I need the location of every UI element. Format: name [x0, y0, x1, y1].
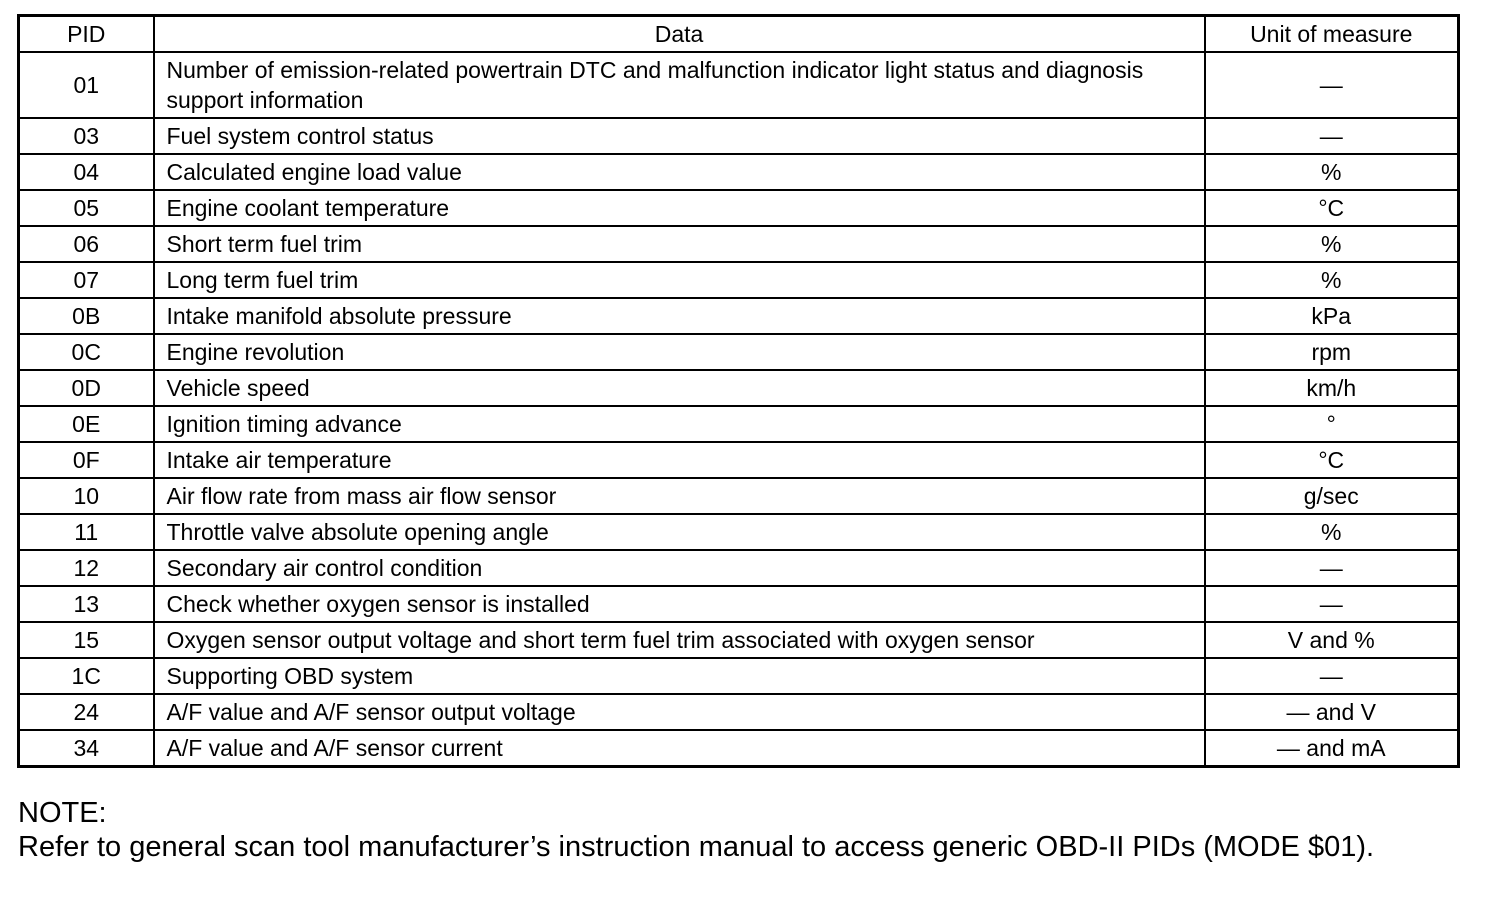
- unit-cell: V and %: [1205, 622, 1459, 658]
- pid-cell: 11: [19, 514, 154, 550]
- unit-cell: %: [1205, 262, 1459, 298]
- pid-cell: 34: [19, 730, 154, 767]
- header-data: Data: [154, 16, 1205, 53]
- pid-cell: 06: [19, 226, 154, 262]
- pid-cell: 12: [19, 550, 154, 586]
- data-cell: Vehicle speed: [154, 370, 1205, 406]
- data-cell: Ignition timing advance: [154, 406, 1205, 442]
- table-row: [19, 550, 1459, 586]
- table-row: [19, 52, 1459, 118]
- table-row: [19, 730, 1459, 767]
- data-cell: Throttle valve absolute opening angle: [154, 514, 1205, 550]
- table-row: [19, 514, 1459, 550]
- data-cell: Engine coolant temperature: [154, 190, 1205, 226]
- unit-cell: km/h: [1205, 370, 1459, 406]
- table-row: [19, 190, 1459, 226]
- table-row: [19, 370, 1459, 406]
- pid-cell: 04: [19, 154, 154, 190]
- table-row: [19, 262, 1459, 298]
- table-row: [19, 658, 1459, 694]
- table-row: [19, 622, 1459, 658]
- table-row: [19, 478, 1459, 514]
- table-row: [19, 226, 1459, 262]
- table-row: [19, 442, 1459, 478]
- pid-cell: 0F: [19, 442, 154, 478]
- unit-cell: %: [1205, 514, 1459, 550]
- table-row: [19, 586, 1459, 622]
- unit-cell: —: [1205, 550, 1459, 586]
- unit-cell: —: [1205, 658, 1459, 694]
- unit-cell: — and V: [1205, 694, 1459, 730]
- data-cell: Air flow rate from mass air flow sensor: [154, 478, 1205, 514]
- pid-cell: 01: [19, 52, 154, 118]
- unit-cell: —: [1205, 118, 1459, 154]
- data-cell: Calculated engine load value: [154, 154, 1205, 190]
- pid-cell: 13: [19, 586, 154, 622]
- unit-cell: kPa: [1205, 298, 1459, 334]
- header-unit: Unit of measure: [1205, 16, 1459, 53]
- unit-cell: %: [1205, 154, 1459, 190]
- pid-cell: 15: [19, 622, 154, 658]
- note: [18, 796, 1374, 864]
- unit-cell: °: [1205, 406, 1459, 442]
- data-cell: A/F value and A/F sensor output voltage: [154, 694, 1205, 730]
- table-row: [19, 406, 1459, 442]
- unit-cell: °C: [1205, 190, 1459, 226]
- pid-cell: 0E: [19, 406, 154, 442]
- data-cell: Fuel system control status: [154, 118, 1205, 154]
- note-text: Refer to general scan tool manufacturer’s instruction manual to access generic OBD-II PIDs (MODE $01).: [18, 831, 1375, 863]
- pid-cell: 1C: [19, 658, 154, 694]
- data-cell: Intake air temperature: [154, 442, 1205, 478]
- unit-cell: — and mA: [1205, 730, 1459, 767]
- pid-cell: 0D: [19, 370, 154, 406]
- pid-table: [17, 14, 1460, 768]
- pid-cell: 0C: [19, 334, 154, 370]
- data-cell: Oxygen sensor output voltage and short term fuel trim associated with oxygen sensor: [154, 622, 1205, 658]
- unit-cell: —: [1205, 586, 1459, 622]
- unit-cell: —: [1205, 52, 1459, 118]
- unit-cell: rpm: [1205, 334, 1459, 370]
- pid-cell: 07: [19, 262, 154, 298]
- data-cell: Supporting OBD system: [154, 658, 1205, 694]
- data-cell: Engine revolution: [154, 334, 1205, 370]
- note-title: NOTE:: [18, 797, 107, 829]
- data-cell: Intake manifold absolute pressure: [154, 298, 1205, 334]
- table-row: [19, 118, 1459, 154]
- table-row: [19, 298, 1459, 334]
- data-cell: Check whether oxygen sensor is installed: [154, 586, 1205, 622]
- table-row: [19, 334, 1459, 370]
- data-cell: A/F value and A/F sensor current: [154, 730, 1205, 767]
- table-body: [19, 52, 1459, 767]
- pid-cell: 0B: [19, 298, 154, 334]
- table-row: [19, 154, 1459, 190]
- unit-cell: g/sec: [1205, 478, 1459, 514]
- table-header-row: [19, 16, 1459, 53]
- pid-cell: 03: [19, 118, 154, 154]
- unit-cell: °C: [1205, 442, 1459, 478]
- data-cell: Short term fuel trim: [154, 226, 1205, 262]
- data-cell: Secondary air control condition: [154, 550, 1205, 586]
- pid-cell: 05: [19, 190, 154, 226]
- data-cell: Number of emission-related powertrain DTC and malfunction indicator light status and diagnosis support information: [154, 52, 1205, 118]
- header-pid: PID: [19, 16, 154, 53]
- unit-cell: %: [1205, 226, 1459, 262]
- data-cell: Long term fuel trim: [154, 262, 1205, 298]
- pid-cell: 10: [19, 478, 154, 514]
- table-row: [19, 694, 1459, 730]
- pid-cell: 24: [19, 694, 154, 730]
